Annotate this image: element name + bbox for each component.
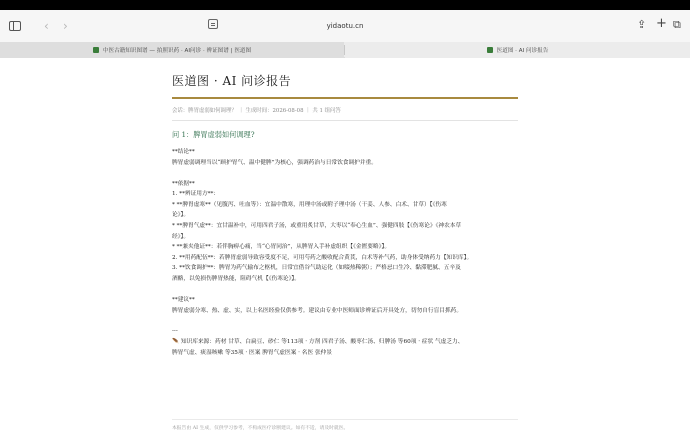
question-heading: 问 1：脾胃虚弱如何调理? [172, 130, 255, 139]
answer-line: 酒酪，以免损伤脾胃热能，阻碍气机【《伤寒论》】。 [172, 275, 300, 282]
browser-toolbar [0, 10, 690, 42]
answer-line: 1. **辨证用方**： [172, 191, 220, 198]
title-divider [172, 97, 518, 99]
answer-line: **结论** [172, 149, 195, 155]
answer-content [172, 147, 518, 358]
tab-label: 中医古籍知识图谱 — 拍照识药 · AI问诊 · 辨证图谱 | 医道图 [102, 48, 252, 54]
answer-line: **依据** [172, 180, 195, 187]
system-status-bar [0, 0, 690, 10]
answer-line: * **脾胃虚寒**（见腹泻、吐血等）：宜温中散寒，用理中汤或附子理中汤（干姜、人参、白术、甘草）【《伤寒 [172, 201, 447, 208]
address-text: yidaotu.cn [326, 22, 364, 30]
new-tab-icon[interactable]: + [656, 16, 667, 31]
report-header [172, 72, 522, 89]
answer-line: **建议** [172, 296, 195, 303]
answer-line: 3. **饮食调护**：脾胃为药气输布之枢机，日常宜借谷气助运化（如啜热稀粥）；严格忌口生冷、黏滞肥腻、五辛及 [172, 265, 461, 272]
answer-line: 脾胃虚弱分寒、热、虚、实，以上名医经验仅供参考。建议由专业中医师面诊辨证后开具处方，切勿自行盲目抓药。 [172, 307, 463, 314]
answer-line: 论》】。 [172, 212, 190, 219]
back-icon[interactable]: ‹ [44, 19, 49, 33]
tab-overview-icon[interactable]: ⧉ [673, 18, 681, 31]
footer-divider [172, 419, 518, 420]
tab-bar [0, 42, 690, 58]
answer-line: 经》】。 [172, 233, 190, 240]
tab-knowledge-graph[interactable] [0, 42, 344, 58]
answer-line: 脾胃气虚、痰湿咳嗽 等35项 · 医案 脾胃气虚医案 · 名医 张仲景 [172, 349, 333, 356]
answer-line: * **兼夹他证**：若伴胸痹心痛，当“心胃同治”，从脾胃入手补虚组织【《金匮要略》】。 [172, 244, 391, 251]
forward-icon[interactable]: › [63, 19, 68, 33]
site-favicon-icon [93, 47, 99, 53]
site-favicon-icon [487, 47, 493, 53]
disclaimer-footer: 本报告由 AI 生成，仅供学习参考，不构成医疗诊断建议。如有不适，请及时就医。 [172, 426, 349, 431]
sidebar-toggle-icon[interactable] [9, 21, 21, 31]
page-title: 医道图 · AI 问诊报告 [172, 74, 292, 88]
share-icon[interactable]: ⇪ [637, 18, 647, 31]
tab-label: 医道图 · AI 问诊报告 [496, 48, 549, 54]
meta-divider [172, 120, 518, 121]
answer-line: --- [172, 328, 178, 335]
answer-line: 🪶 知识库来源：药材 甘草、白扁豆、砂仁 等113项 · 方剂 四君子汤、酸枣仁汤、归脾汤 等60项 · 症状 气虚乏力、 [172, 339, 464, 346]
answer-line: 脾胃虚弱调理当以“顾护胃气、温中健脾”为核心，强调药治与日常饮食调护并重。 [172, 159, 377, 166]
answer-line: 2. **用药配伍**：若脾胃虚弱导致容受度不足，可用芍药之酸收配合黄芪，白术等补气药，助身体受纳药力【知识库】。 [172, 254, 473, 261]
tab-ai-report[interactable] [345, 42, 690, 58]
session-meta: 会话：脾胃虚弱如何调理？ ｜ 生成时间：2026-08-08 ｜ 共 1 组问答 [172, 108, 341, 114]
address-bar[interactable] [200, 15, 490, 37]
answer-line: * **脾胃气虚**：宜甘温补中，可用四君子汤，或重用炙甘草，大枣以“奉心生血”、强健四肢【《伤寒论》《神农本草 [172, 222, 462, 229]
